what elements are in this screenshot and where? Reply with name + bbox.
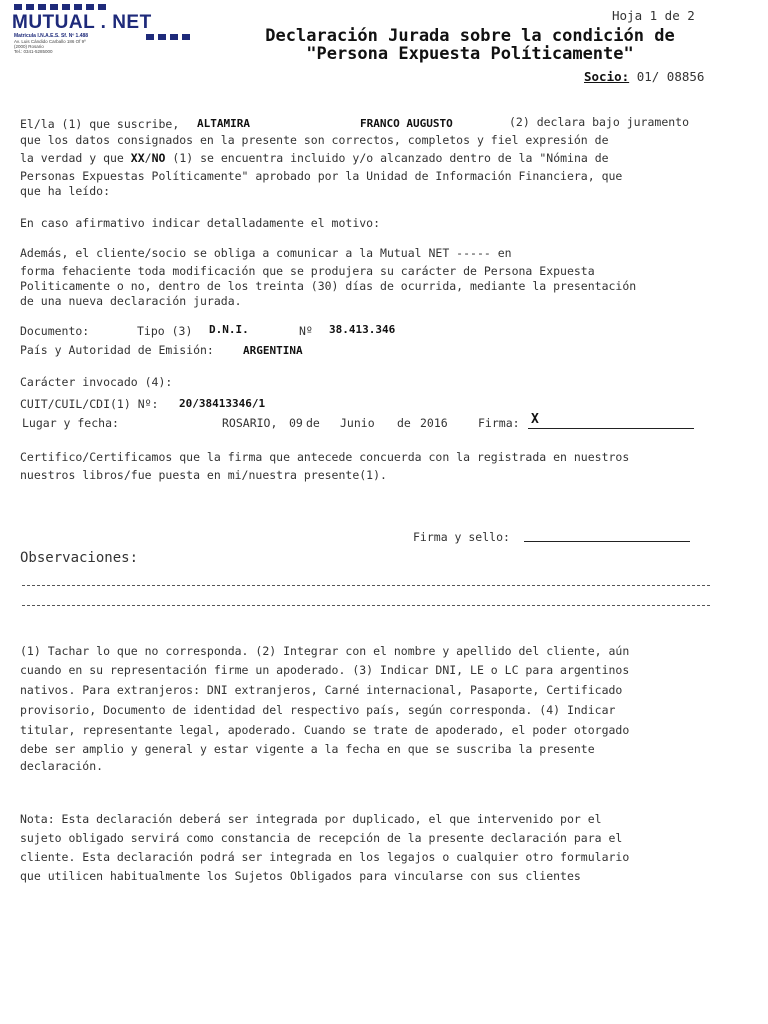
notas-line-5: titular, representante legal, apoderado. Cuando se trate de apoderado, el poder otorgado [20, 723, 630, 737]
document-title-line2: "Persona Expuesta Políticamente" [306, 44, 634, 64]
option-separator: / [144, 151, 152, 165]
firma-label: Firma: [478, 416, 520, 430]
de-2: de [397, 416, 411, 430]
nota-line-1: Nota: Esta declaración deberá ser integrada por duplicado, el que intervenido por el [20, 812, 602, 826]
pais-value: ARGENTINA [243, 344, 303, 357]
ademas-line-2: forma fehaciente toda modificación que se produjera su carácter de Persona Expuesta [20, 264, 595, 278]
firma-sello-label: Firma y sello: [413, 530, 510, 544]
caracter-invocado-label: Carácter invocado (4): [20, 375, 173, 389]
nota-line-4: que utilicen habitualmente los Sujetos Obligados para vincularse con sus clientes [20, 869, 581, 883]
pais-label: País y Autoridad de Emisión: [20, 343, 214, 357]
nota-line-3: cliente. Esta declaración podrá ser integrada en los legajos o cualquier otro formulario [20, 850, 630, 864]
nota-line-2: sujeto obligado servirá como constancia de recepción de la presente declaración para el [20, 831, 623, 845]
ademas-line-1: Además, el cliente/socio se obliga a comunicar a la Mutual NET ----- en [20, 246, 512, 260]
logo-city: (2000) Rosario [14, 44, 44, 49]
decl-line-1-suffix: (2) declara bajo juramento [509, 115, 690, 129]
documento-label: Documento: [20, 324, 90, 338]
logo-wordmark: MUTUAL . NET [12, 12, 152, 33]
notas-line-1: (1) Tachar lo que no corresponda. (2) Integrar con el nombre y apellido del cliente, aún [20, 644, 630, 658]
decl-line-3-prefix: la verdad y que [20, 151, 124, 165]
socio-label: Socio: [584, 69, 630, 84]
numero-label: Nº [299, 324, 313, 338]
decl-line-5: que ha leído: [20, 184, 111, 198]
de-1: de [306, 416, 320, 430]
client-given-name: FRANCO AUGUSTO [360, 117, 453, 130]
page-number: Hoja 1 de 2 [612, 8, 695, 23]
logo-phone: Tel.: 0341-5285000 [14, 49, 53, 54]
mutual-net-logo [12, 4, 192, 56]
notas-line-7: declaración. [20, 759, 104, 773]
cuit-label: CUIT/CUIL/CDI(1) Nº: [20, 397, 159, 411]
logo-address: Av. Luis Cándido Carballo 186 Of 9º [14, 39, 86, 44]
ciudad-value: ROSARIO, [222, 416, 278, 430]
notas-line-4: provisorio, Documento de identidad del respectivo país, según corresponda. (4) Indicar [20, 703, 616, 717]
document-title-line1: Declaración Jurada sobre la condición de [265, 26, 675, 46]
firma-mark: X [531, 412, 539, 427]
logo-squares-top [14, 4, 106, 10]
observaciones-line-2 [22, 605, 710, 606]
decl-line-3-suffix: (1) se encuentra incluido y/o alcanzado dentro de la "Nómina de [172, 151, 609, 165]
notas-line-6: debe ser amplio y general y estar vigente a la fecha en que se suscriba la presente [20, 742, 595, 756]
decl-line-4: Personas Expuestas Políticamente" aprobado por la Unidad de Información Financiera, que [20, 169, 623, 183]
cuit-value: 20/38413346/1 [179, 397, 266, 410]
socio-field [584, 69, 704, 84]
afirmativo-instruction: En caso afirmativo indicar detalladamente el motivo: [20, 216, 381, 230]
observaciones-line-1 [22, 585, 710, 586]
socio-value: 01/ 08856 [636, 69, 705, 84]
notas-line-2: cuando en su representación firme un apoderado. (3) Indicar DNI, LE o LC para argentinos [20, 663, 630, 677]
tipo-label: Tipo (3) [137, 324, 193, 338]
numero-value: 38.413.346 [329, 323, 396, 336]
decl-line-1-prefix: El/la (1) que suscribe, [20, 117, 180, 131]
firma-sello-line [524, 541, 690, 542]
observaciones-label: Observaciones: [20, 550, 139, 566]
notas-line-3: nativos. Para extranjeros: DNI extranjeros, Carné internacional, Pasaporte, Certificado [20, 683, 623, 697]
certifico-line-1: Certifico/Certificamos que la firma que antecede concuerda con la registrada en nuestros [20, 450, 630, 464]
decl-line-3 [20, 149, 609, 167]
lugar-fecha-label: Lugar y fecha: [22, 416, 119, 430]
client-surname: ALTAMIRA [197, 117, 250, 130]
firma-line [528, 428, 694, 429]
option-xx: XX [130, 151, 145, 165]
ademas-line-3: Politicamente o no, dentro de los treinta (30) días de ocurrida, mediante la presentación [20, 279, 637, 293]
decl-line-2: que los datos consignados en la presente son correctos, completos y fiel expresión de [20, 133, 609, 147]
anio-value: 2016 [420, 416, 448, 430]
logo-matricula: Matricula I.N.A.E.S. Sf. Nº 1.488 [14, 33, 89, 39]
mes-value: Junio [340, 416, 375, 430]
option-no: NO [151, 151, 166, 165]
tipo-value: D.N.I. [209, 323, 249, 336]
dia-value: 09 [289, 416, 303, 430]
certifico-line-2: nuestros libros/fue puesta en mi/nuestra presente(1). [20, 468, 387, 482]
logo-squares-bottom [146, 34, 190, 40]
ademas-line-4: de una nueva declaración jurada. [20, 294, 242, 308]
